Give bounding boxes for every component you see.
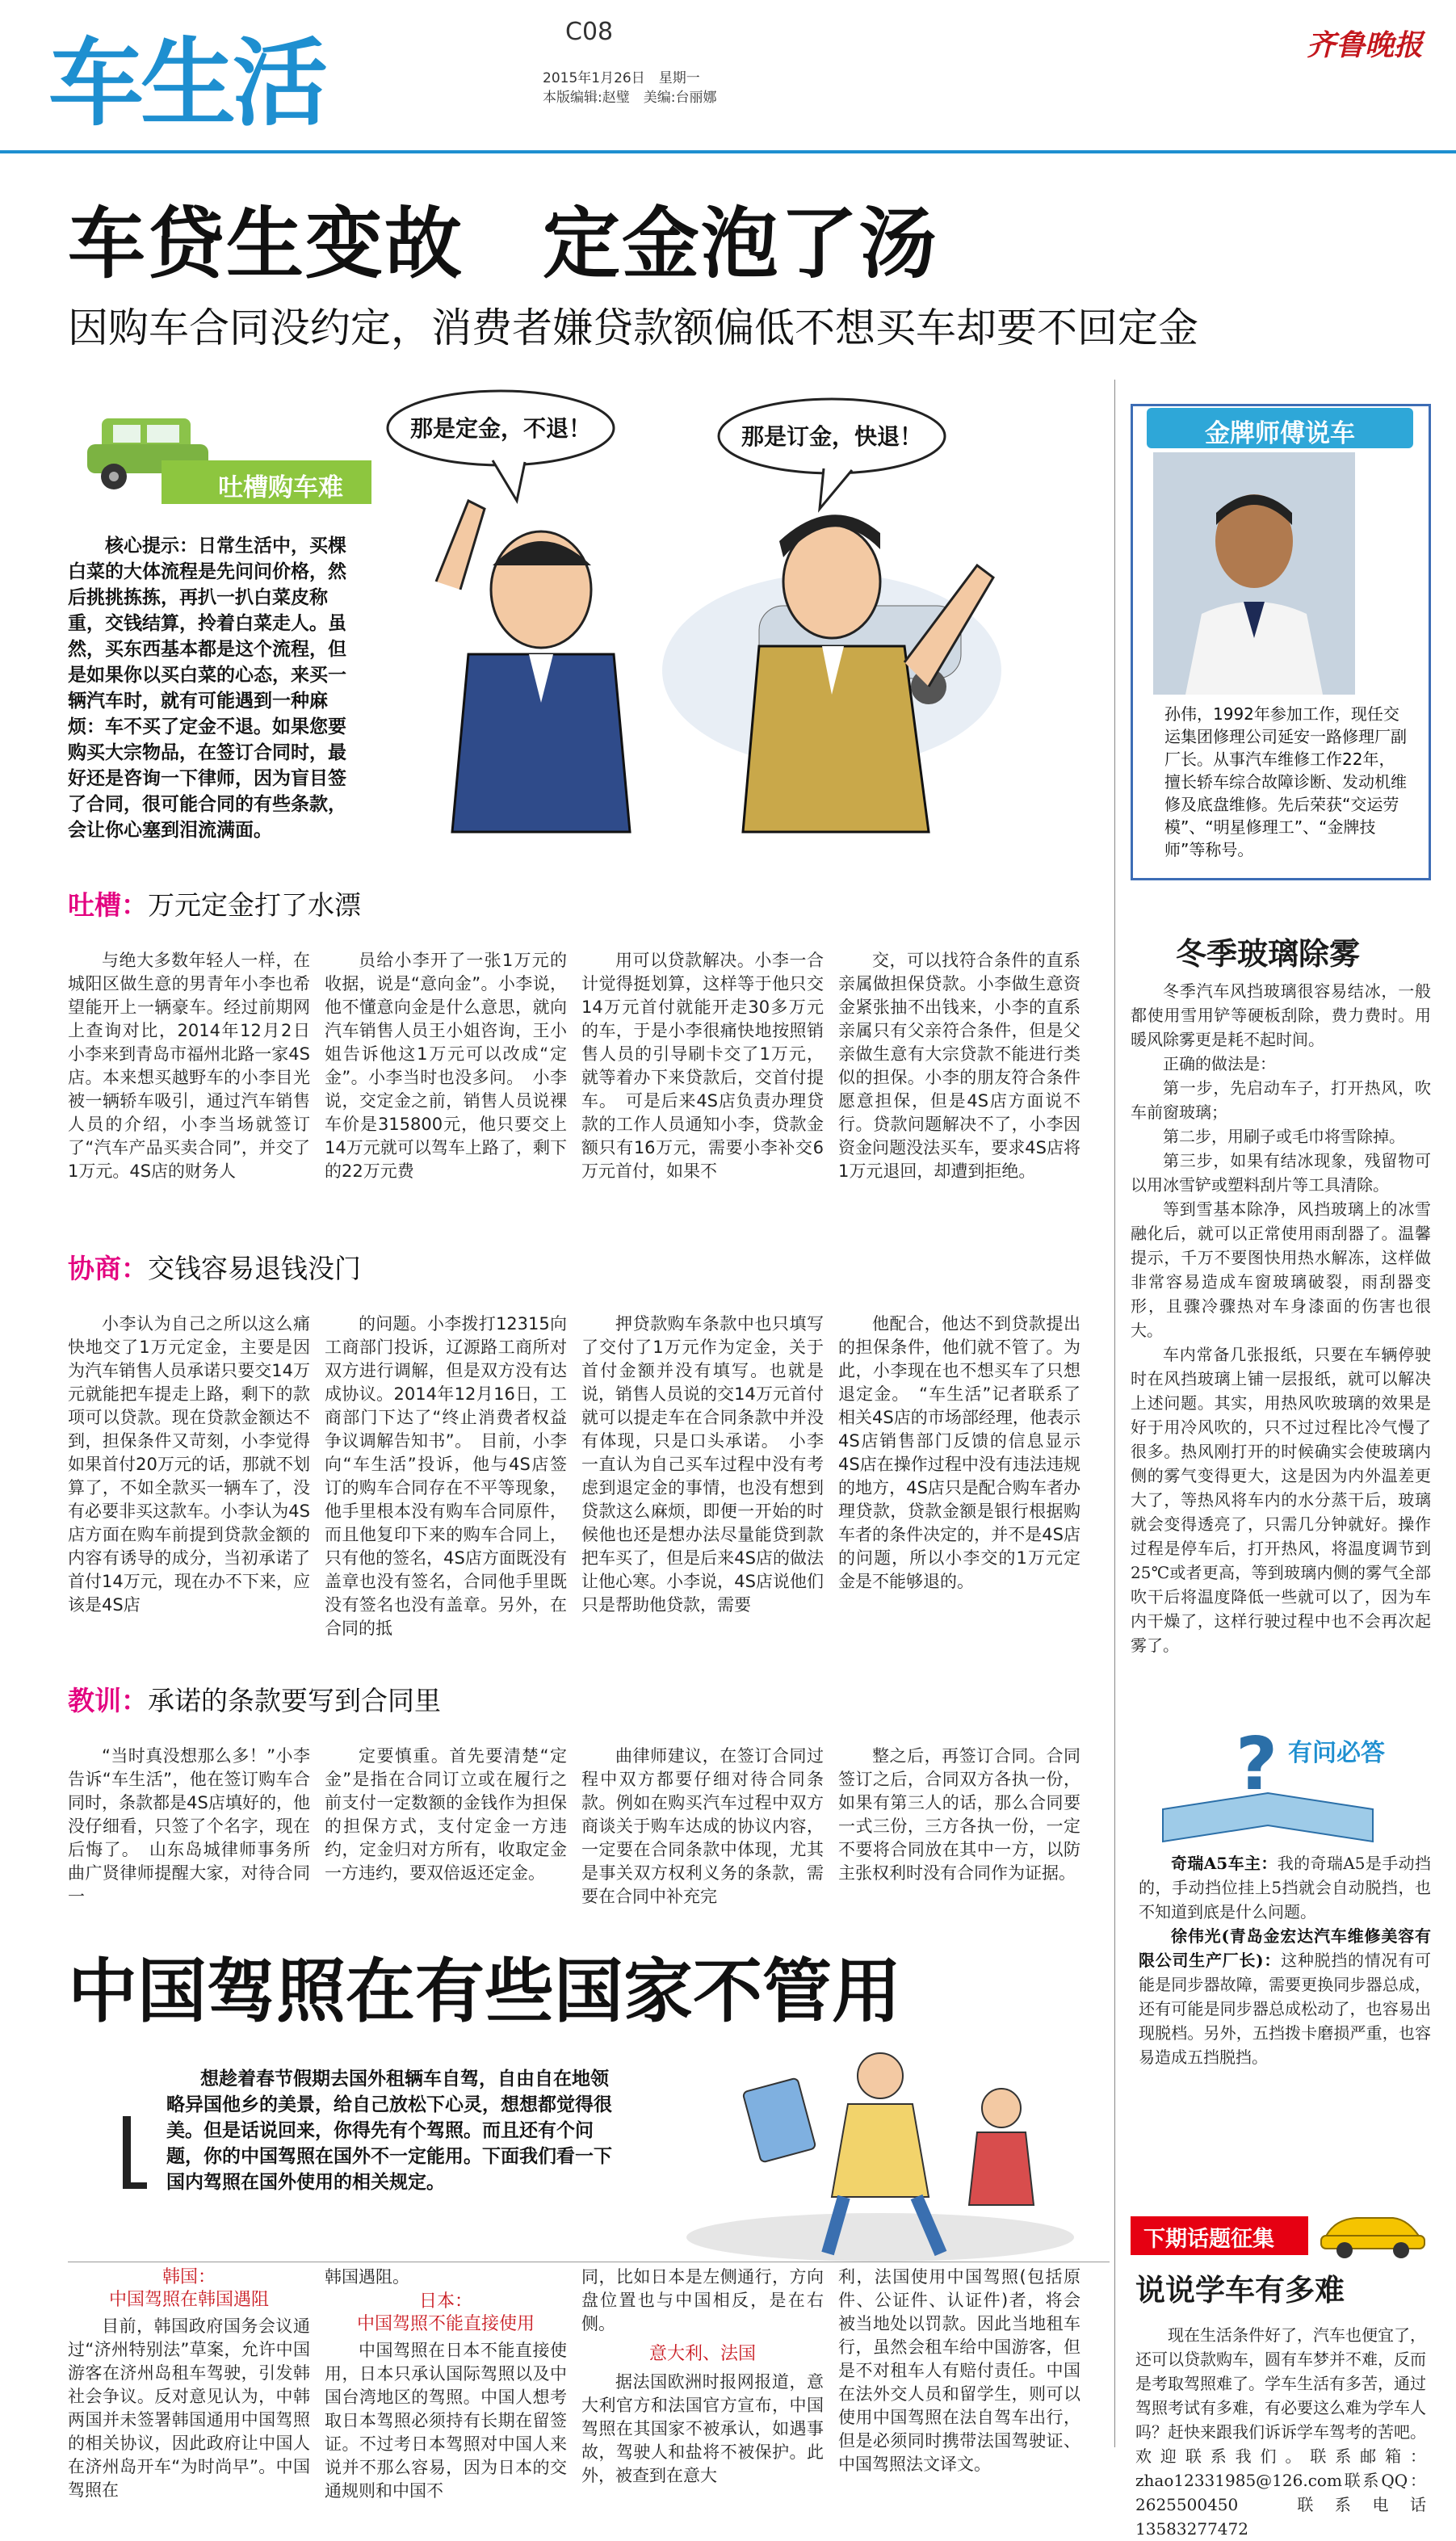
article-column: 同，比如日本是左侧通行，方向盘位置也与中国相反，是在右侧。 [581,2267,824,2333]
yellow-car-icon [1316,2203,1429,2260]
date-line: 2015年1月26日 星期一 [543,70,700,86]
preview-body: 现在生活条件好了，汽车也便宜了，还可以贷款购车，圆有车梦并不难，反而是考取驾照难了。学车生活有多苦，通过驾照考试有多难，有必要这么难为学车人吗？赶快来跟我们诉诉学车驾考的苦吧。欢迎联系我们。联系邮箱：zhao12331985@126.com联系QQ：2625500450 联系电话13583277472 [1135,2325,1426,2539]
country-subheading: 中国驾照在韩国遇阻 [108,2290,269,2310]
article-column: 与绝大多数年轻人一样，在城阳区做生意的男青年小李也希望能开上一辆豪车。经过前期网上查询对比，2014年12月2日小李来到青岛市福州北路一家4S店。本来想买越野车的小李目光被一辆轿车吸引，通过汽车销售人员的介绍，小李当场就签订了“汽车产品买卖合同”，并交了1万元。4S店的财务人 [68,951,310,1181]
qa-icon [1147,1712,1413,1850]
editor-line: 本版编辑:赵璧 美编:台丽娜 [543,90,717,106]
qa-item [1139,1851,1431,1924]
tip-paragraph: 等到雪基本除净，风挡玻璃上的冰雪融化后，就可以正常使用雨刮器了。温馨提示，千万不要图快用热水解冻，这样做非常容易造成车窗玻璃破裂，雨刮器变形，且骤冷骤热对车身漆面的伤害也很大。 [1131,1199,1431,1340]
preview-tag: 下期话题征集 [1131,2216,1308,2255]
bubble-left: 那是定金，不退！ [409,415,592,442]
column-divider [1114,380,1115,2447]
article-column: 韩国遇阻。 [325,2267,409,2287]
travel-illustration [638,2035,1090,2270]
qa-icon-label: 有问必答 [1288,1739,1385,1767]
bubble-right: 那是订金，快退！ [741,423,923,450]
section-title: 车生活 [48,27,325,139]
svg-text:?: ? [1236,1722,1278,1807]
article-column: 押贷款购车条款中也只填写了交付了1万元作为定金，关于首付金额并没有填写。也就是说，销售人员说的交14万元首付就可以提走车在合同条款中并没有体现，只是口头承诺。 小李一直认为自己买车过程中没有考虑到退定金的事情，也没有想到贷款这么麻烦，即便一开始的时候他也还是想办法尽量能贷到款把车买了，但是后来4S店的做法让他心寒。小李说，4S店说他们只是帮助他贷款，需要 [581,1314,824,1615]
article-column: 中国驾照在日本不能直接使用，日本只承认国际驾照以及中国台湾地区的驾照。中国人想考取日本驾照必须持有长期在留签证。不过考日本驾照对中国人来说并不那么容易，因为日本的交通规则和中国不 [325,2341,567,2501]
expert-caption: 孙伟，1992年参加工作，现任交运集团修理公司延安一路修理厂副厂长。从事汽车维修工作22年，擅长轿车综合故障诊断、发动机维修及底盘维修。先后荣获“交运劳模”、“明星修理工”、“金牌技师”等称号。 [1164,704,1407,859]
country-heading: 韩国： [162,2267,216,2287]
page-number: C08 [565,18,614,46]
country-heading: 意大利、法国 [648,2344,756,2364]
tip-paragraph: 冬季汽车风挡玻璃很容易结冰，一般都使用雪用铲等硬板刮除，费力费时。用暖风除雾更是耗不起时间。 [1131,981,1431,1049]
article-column: 曲律师建议，在签订合同过程中双方都要仔细对待合同条款。例如在购买汽车过程中双方商谈关于购车达成的协议内容，一定要在合同条款中体现，尤其是事关双方权利义务的条款，需要在合同中补充完 [581,1746,824,1906]
article-column: 目前，韩国政府国务会议通过“济州特别法”草案，允许中国游客在济州岛租车驾驶，引发韩社会争议。反对意见认为，中韩两国并未签署韩国通用中国驾照的相关协议，因此政府让中国人在济州岛开车“为时尚早”。中国驾照在 [68,2316,310,2500]
tip-paragraph: 车内常备几张报纸，只要在车辆停驶时在风挡玻璃上铺一层报纸，就可以解决上述问题。其实，用热风吹玻璃的效果是好于用冷风吹的，只不过过程比冷气慢了很多。热风刚打开的时候确实会使玻璃内侧的雾气变得更大，这是因为内外温差更大了，等热风将车内的水分蒸干后，玻璃就会变得透亮了，只需几分钟就好。操作过程是停车后，打开热风，将温度调节到25℃或者更高，等到玻璃内侧的雾气全部吹干后将温度降低一些就可以了，因为车内干燥了，这样行驶过程中也不会再次起雾了。 [1131,1345,1431,1655]
article-column: “当时真没想那么多！”小李告诉“车生活”，他在签订购车合同时，条款都是4S店填好的，他没仔细看，只签了个名字，现在后悔了。 山东岛城律师事务所曲广贤律师提醒大家，对待合同一 [68,1746,310,1906]
paper-logo: 齐鲁晚报 [1307,28,1424,62]
article-column: 的问题。小李拨打12315向工商部门投诉，辽源路工商所对双方进行调解，但是双方没有达成协议。2014年12月16日，工商部门下达了“终止消费者权益争议调解告知书”。 目前，小李向“车生活”投诉，他与4S店签订的购车合同存在不平等现象，他手里根本没有购车合同原件，而且他复印下来的购车合同上，只有他的签名，4S店方面既没有盖章也没有签名，合同他手里既没有签名也没有盖章。另外，在合同的抵 [325,1314,567,1638]
section-title: 万元定金打了水漂 [148,889,361,921]
expert-portrait [1153,452,1355,695]
qa-body [1139,1851,1431,2069]
intro: 核心提示：日常生活中，买棵白菜的大体流程是先问问价格，然后挑挑拣拣，再扒一扒白菜皮称重，交钱结算，拎着白菜走人。虽然，买东西基本都是这个流程，但是如果你以买白菜的心态，来买一辆汽车时，就有可能遇到一种麻烦：车不买了定金不退。如果您要购买大宗物品，在签订合同时，最好还是咨询一下律师，因为盲目签了合同，很可能合同的有些条款，会让你心塞到泪流满面。 [68,536,346,841]
section-key: 协商： [68,1253,148,1284]
tip-title: 冬季玻璃除雾 [1176,936,1361,972]
tip-paragraph: 正确的做法是： [1163,1054,1276,1073]
tip-body [1131,979,1431,1657]
article-column: 定要慎重。首先要清楚“定金”是指在合同订立或在履行之前支付一定数额的金钱作为担保的担保方式，支付定金一方违约，定金归对方所有，收取定金一方违约，要双倍返还定金。 [325,1746,567,1883]
headline: 车贷生变故 定金泡了汤 [68,199,938,289]
headline-2: 中国驾照在有些国家不管用 [68,1951,901,2032]
tip-paragraph: 第二步，用刷子或毛巾将雪除掉。 [1163,1127,1405,1146]
article-column: 小李认为自己之所以这么痛快地交了1万元定金，主要是因为汽车销售人员承诺只要交14万元就能把车提走上路，剩下的款项可以贷款。现在贷款金额达不到，担保条件又苛刻，小李觉得如果首付20万元的话，那就不划算了，不如全款买一辆车了，没有必要非买这款车。小李认为4S店方面在购车前提到贷款金额的内容有诱导的成分，当初承诺了首付14万元，现在办不下来，应该是4S店 [68,1314,310,1615]
section-title: 承诺的条款要写到合同里 [148,1685,441,1716]
cartoon-illustration [380,380,1009,832]
qa-answerer: 徐伟光(青岛金宏达汽车维修美容有限公司生产厂长)： [1139,1926,1431,1970]
section-key: 吐槽： [68,889,148,921]
qa-text: 我的奇瑞A5是手动挡的，手动挡位挂上5挡就会自动脱挡，也不知道到底是什么问题。 [1139,1854,1431,1922]
subheadline: 因购车合同没约定，消费者嫌贷款额偏低不想买车却要不回定金 [68,304,1198,351]
preview-title: 说说学车有多难 [1135,2273,1345,2308]
tip-paragraph: 第一步，先启动车子，打开热风，吹车前窗玻璃； [1131,1078,1431,1122]
lead-2: 想趁着春节假期去国外租辆车自驾，自由自在地领略异国他乡的美景，给自己放松下心灵，想想都觉得很美。但是话说回来，你得先有个驾照。而且还有个问题，你的中国驾照在国外不一定能用。下面我们看一下国内驾照在国外使用的相关规定。 [166,2068,612,2193]
article-column: 交，可以找符合条件的直系亲属做担保贷款。小李做生意资金紧张抽不出钱来，小李的直系亲属只有父亲符合条件，但是父亲做生意有大宗贷款不能进行类似的担保。小李的朋友符合条件愿意担保，但是4S店方面说不行。贷款问题解决不了，小李因资金问题没法买车，要求4S店将1万元退回，却遭到拒绝。 [838,951,1080,1181]
section-title: 交钱容易退钱没门 [148,1253,361,1284]
article-column: 用可以贷款解决。小李一合计觉得挺划算，这样等于他只交14万元首付就能开走30多万元的车，于是小李很痛快地按照销售人员的引导刷卡交了1万元，就等着办下来贷款后，交首付提车。 可是后来4S店负责办理贷款的工作人员通知小李，贷款金额只有16万元，需要小李补交6万元首付，如果不 [581,951,824,1181]
article-column: 据法国欧洲时报网报道，意大利官方和法国官方宣布，中国驾照在其国家不被承认，如遇事故，驾驶人和盐将不被保护。此外，被查到在意大 [581,2372,824,2485]
article-column: 利，法国使用中国驾照(包括原件、公证件、认证件)者，将会被当地处以罚款。因此当地租车行，虽然会租车给中国游客，但是不对租车人有赔付责任。中国在法外交人员和留学生，则可以使用中国驾照在法自驾车出行，但是必须同时携带法国驾驶证、中国驾照法文译文。 [838,2267,1080,2474]
article-column: 他配合，他达不到贷款提出的担保条件，他们就不管了。为此，小李现在也不想买车了只想退定金。 “车生活”记者联系了相关4S店的市场部经理，他表示4S店销售部门反馈的信息显示4S店在操作过程中没有违法违规的地方，4S店只是配合购车者办理贷款，贷款金额是银行根据购车者的条件决定的，并不是4S店的问题，所以小李交的1万元定金是不能够退的。 [838,1314,1080,1591]
section-heading-3 [68,1680,441,1718]
qa-text: 这种脱挡的情况有可能是同步器故障，需要更换同步器总成，还有可能是同步器总成松动了，也容易出现脱档。另外，五挡拨卡磨损严重，也容易造成五挡脱挡。 [1139,1951,1432,2067]
section-heading-1 [68,884,361,922]
country-heading: 日本： [418,2291,472,2312]
tip-paragraph: 第三步，如果有结冰现象，残留物可以用冰雪铲或塑料刮片等工具清除。 [1131,1151,1431,1195]
section-key: 教训： [68,1685,148,1716]
expert-tag: 金牌师傅说车 [1147,408,1413,448]
article-column: 整之后，再签订合同。合同签订之后，合同双方各执一份，如果有第三人的话，那么合同要一式三份，三方各执一份，一定不要将合同放在其中一方，以防主张权利时没有合同作为证据。 [838,1746,1080,1883]
article-column: 员给小李开了一张1万元的收据，说是“意向金”。小李说，他不懂意向金是什么意思，就向汽车销售人员王小姐咨询，王小姐告诉他这1万元可以改成“定金”。小李当时也没多问。 小李说，交定金之前，销售人员说裸车价是315800元，他只要交上14万元就可以驾车上路了，剩下的22万元费 [325,951,567,1181]
lead-bracket [123,2116,147,2189]
qa-item [1139,1924,1431,2069]
section-tag: 吐槽购车难 [162,460,371,504]
section-heading-2 [68,1248,361,1286]
qa-asker: 奇瑞A5车主： [1171,1854,1278,1873]
country-subheading: 中国驾照不能直接使用 [356,2314,535,2334]
